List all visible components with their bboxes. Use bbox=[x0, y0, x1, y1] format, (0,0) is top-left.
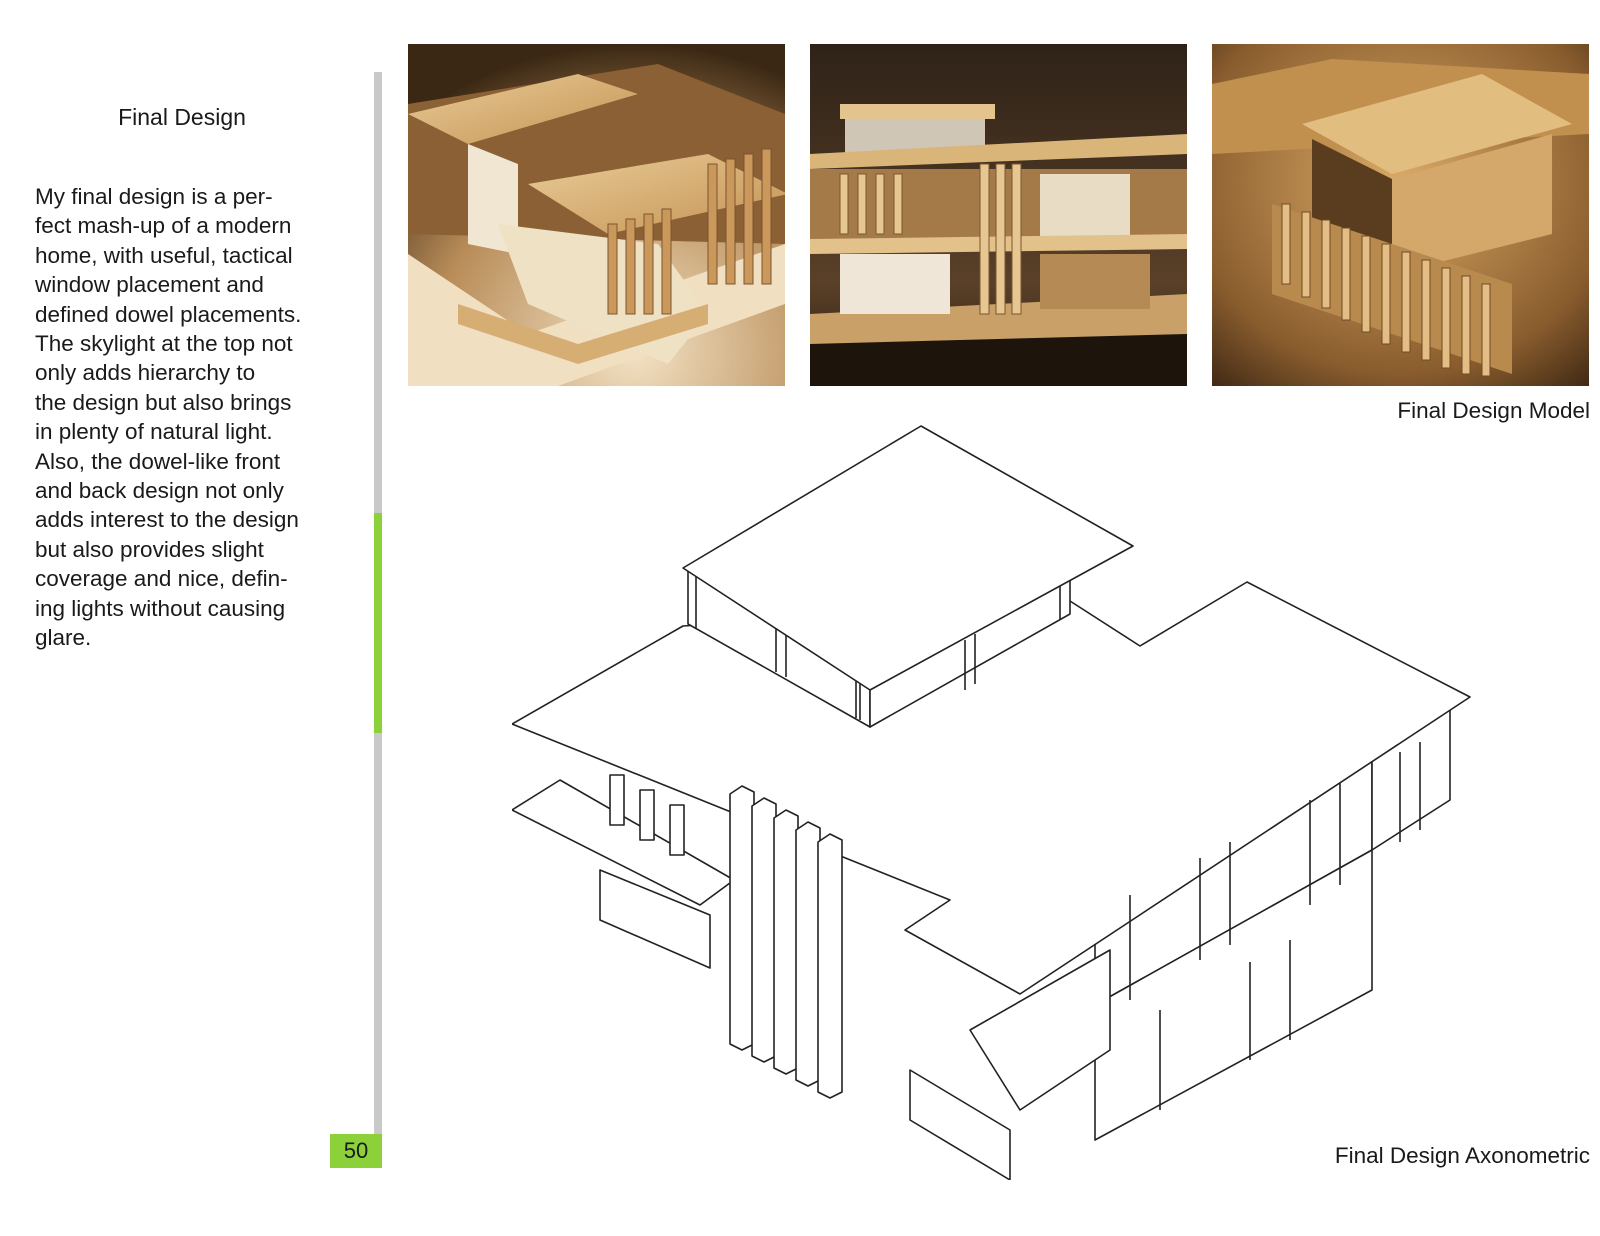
description-line: only adds hierarchy to bbox=[35, 360, 256, 386]
description-line: coverage and nice, defin- bbox=[35, 566, 288, 592]
axonometric-caption: Final Design Axonometric bbox=[1334, 1143, 1590, 1168]
model-caption: Final Design Model bbox=[1397, 398, 1590, 423]
description-line: defined dowel placements. bbox=[35, 301, 302, 327]
description-text bbox=[35, 182, 335, 653]
page-title: Final Design bbox=[118, 104, 246, 130]
description-line: ing lights without causing bbox=[35, 595, 286, 621]
description-line: the design but also brings bbox=[35, 389, 292, 415]
model-photo-2 bbox=[810, 44, 1187, 386]
page-number-badge: 50 bbox=[330, 1134, 382, 1168]
description-line: and back design not only bbox=[35, 478, 284, 504]
model-photo-1 bbox=[408, 44, 785, 386]
divider-accent-bar bbox=[374, 513, 382, 733]
description-line: The skylight at the top not bbox=[35, 331, 293, 357]
description-line: in plenty of natural light. bbox=[35, 419, 273, 445]
model-photo-3 bbox=[1212, 44, 1589, 386]
description-line: glare. bbox=[35, 625, 92, 651]
description-line: fect mash-up of a modern bbox=[35, 213, 292, 239]
description-line: but also provides slight bbox=[35, 536, 264, 562]
description-line: home, with useful, tactical bbox=[35, 242, 293, 268]
description-line: window placement and bbox=[35, 272, 264, 298]
description-line: Also, the dowel-like front bbox=[35, 448, 281, 474]
description-line: adds interest to the design bbox=[35, 507, 299, 533]
description-line: My final design is a per- bbox=[35, 184, 273, 209]
axonometric-drawing bbox=[512, 418, 1472, 1180]
